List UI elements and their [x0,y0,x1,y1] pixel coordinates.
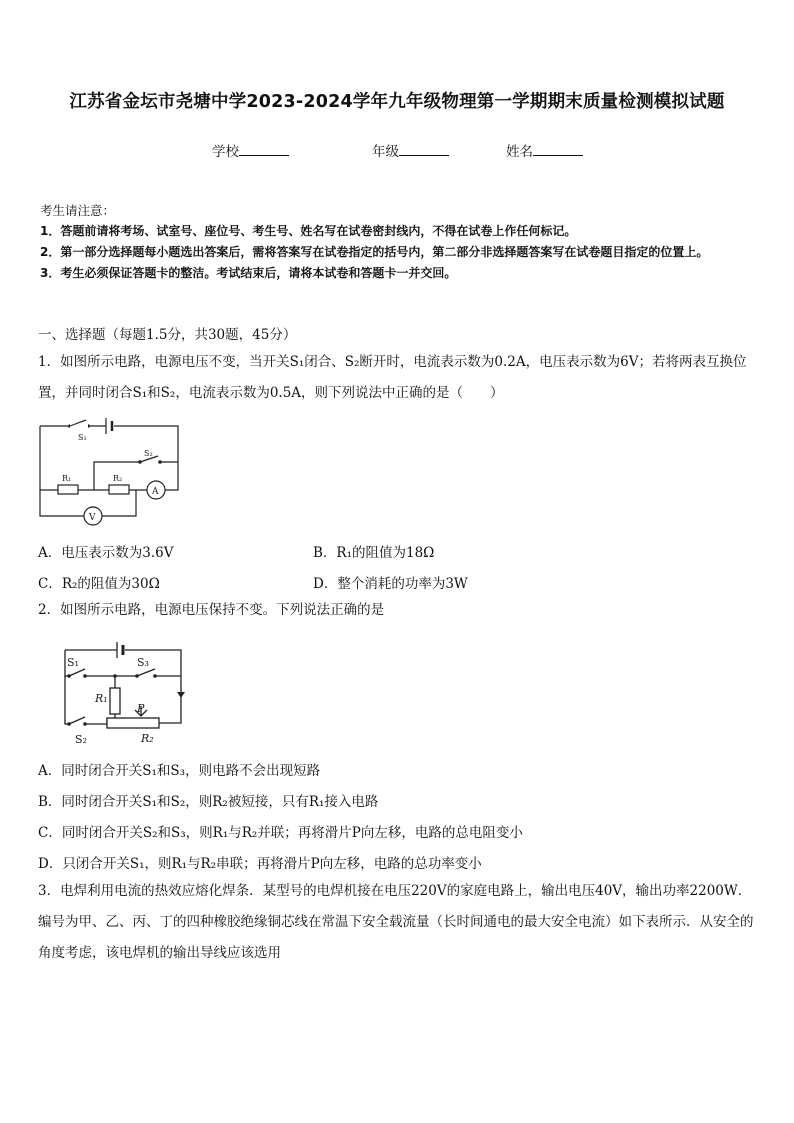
school-blank-line [239,141,289,156]
q2-option-c[interactable]: C．同时闭合开关S₂和S₃，则R₁与R₂并联；再将滑片P向左移，电路的总电阻变小 [38,825,523,841]
page-title: 江苏省金坛市尧塘中学2023-2024学年九年级物理第一学期期末质量检测模拟试题 [69,92,725,112]
grade-field[interactable] [372,140,449,160]
q2-option-b[interactable]: B．同时闭合开关S₁和S₂，则R₂被短接，只有R₁接入电路 [38,794,379,810]
diagram-2-label-s1: S₁ [67,656,79,669]
question-1-stem: 1．如图所示电路，电源电压不变，当开关S₁闭合、S₂断开时，电流表示数为0.2A，电压表示数为6V；若将两表互换位置，并同时闭合S₁和S₂，电流表示数为0.5A，则下列说法中正确的是（ ） [38,354,747,401]
grade-label: 年级 [372,144,399,160]
diagram-1-label-s1: S₁ [78,433,87,442]
school-label: 学校 [212,144,239,160]
notice-item: 3．考生必须保证答题卡的整洁。考试结束后，请将本试卷和答题卡一并交回。 [40,266,457,280]
q1-option-c[interactable]: C．R₂的阻值为30Ω [38,576,160,592]
diagram-2-label-s3: S₃ [137,656,149,669]
diagram-1-label-r1: R₁ [62,474,72,483]
ammeter-icon: A [152,487,159,497]
notice-block [40,200,760,284]
notice-heading: 考生请注意： [40,203,116,218]
question-2-circuit-diagram [55,636,195,748]
diagram-2-label-p: P [137,702,145,715]
q1-option-b[interactable]: B．R₁的阻值为18Ω [313,545,435,561]
diagram-1-label-s2: S₂ [144,449,153,458]
notice-item: 1．答题前请将考场、试室号、座位号、考生号、姓名写在试卷密封线内，不得在试卷上作任何标记。 [40,224,577,238]
name-label: 姓名 [506,144,533,160]
q1-option-a[interactable]: A．电压表示数为3.6V [38,545,174,561]
section-heading: 一、选择题（每题1.5分，共30题，45分） [38,327,297,343]
q1-option-d[interactable]: D．整个消耗的功率为3W [313,576,468,592]
question-1-circuit-diagram [36,418,186,526]
voltmeter-icon: V [89,513,96,523]
grade-blank-line [399,141,449,156]
notice-item: 2．第一部分选择题每小题选出答案后，需将答案写在试卷指定的括号内，第二部分非选择题答案写在试卷题目指定的位置上。 [40,245,709,259]
diagram-2-label-s2: S₂ [75,733,87,746]
name-field[interactable] [506,140,583,160]
question-2-stem: 2．如图所示电路，电源电压保持不变。下列说法正确的是 [38,602,385,618]
q2-option-a[interactable]: A．同时闭合开关S₁和S₃，则电路不会出现短路 [38,763,321,779]
school-field[interactable] [212,140,289,160]
q2-option-d[interactable]: D．只闭合开关S₁，则R₁与R₂串联；再将滑片P向左移，电路的总功率变小 [38,856,482,872]
question-3-stem: 3．电焊利用电流的热效应熔化焊条．某型号的电焊机接在电压220V的家庭电路上，输出电压40V，输出功率2200W．编号为甲、乙、丙、丁的四种橡胶绝缘铜芯线在常温下安全载流量（长时间通电的最大安全电流）如下表所示．从安全的角度考虑，该电焊机的输出导线应该选用 [38,883,754,961]
diagram-1-label-r2: R₂ [113,474,123,483]
name-blank-line [533,141,583,156]
student-info-fields [0,140,794,160]
diagram-2-label-r2: R₂ [141,732,154,745]
diagram-2-label-r1: R₁ [95,692,108,705]
